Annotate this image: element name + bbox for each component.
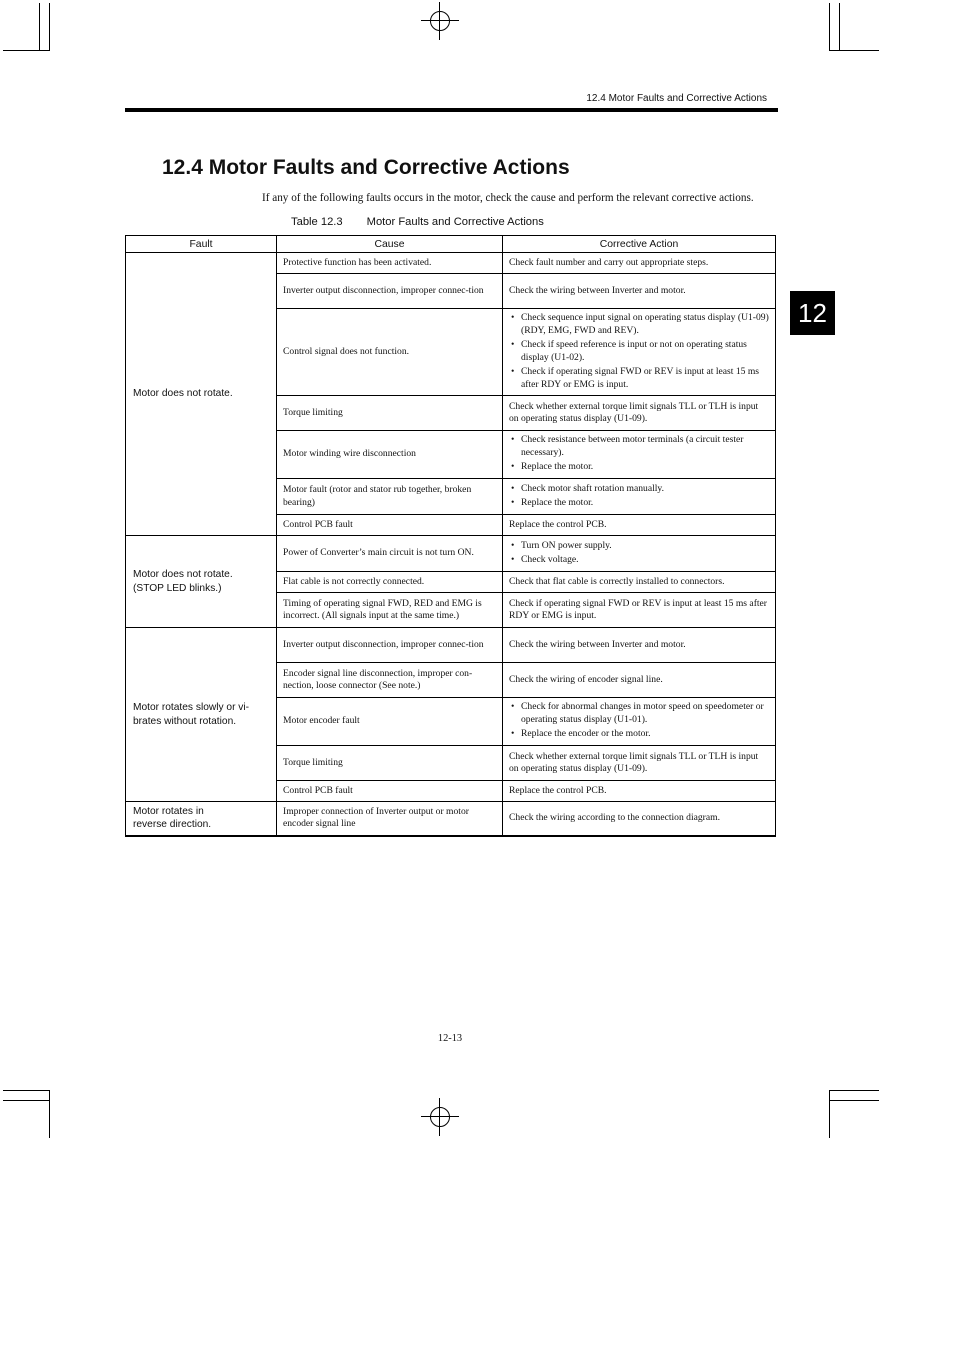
table-caption-title: Motor Faults and Corrective Actions (366, 216, 544, 228)
fault-label: reverse direction. (133, 819, 212, 831)
fault-label: (STOP LED blinks.) (133, 582, 222, 594)
action-bullet: • Replace the motor. (509, 497, 769, 510)
intro-paragraph: If any of the following faults occurs in the motor, check the cause and perform the relevant corrective actions. (262, 192, 754, 204)
action-bullet-list (509, 312, 769, 391)
cause-cell: Motor encoder fault (277, 698, 503, 746)
fault-cell (126, 253, 277, 536)
chapter-tab: 12 (790, 291, 835, 335)
action-cell (503, 536, 776, 572)
fault-label: Motor does not rotate. (133, 388, 233, 400)
cause-cell: Motor fault (rotor and stator rub together, broken bearing) (277, 479, 503, 515)
cause-cell: Torque limiting (277, 746, 503, 781)
action-bullet: • Check motor shaft rotation manually. (509, 483, 769, 496)
cause-cell: Timing of operating signal FWD, RED and EMG is incorrect. (All signals input at the same time.) (277, 593, 503, 628)
action-cell (503, 431, 776, 479)
table-caption (291, 216, 544, 228)
action-bullet-list (509, 701, 769, 741)
action-cell: Check that flat cable is correctly installed to connectors. (503, 572, 776, 593)
cause-cell: Motor winding wire disconnection (277, 431, 503, 479)
action-cell: Replace the control PCB. (503, 781, 776, 802)
table-header-row (126, 236, 776, 253)
faults-table (125, 235, 776, 837)
fault-cell (126, 536, 277, 628)
action-cell: Replace the control PCB. (503, 515, 776, 536)
cause-cell: Power of Converter’s main circuit is not turn ON. (277, 536, 503, 572)
cause-cell: Improper connection of Inverter output or motor encoder signal line (277, 802, 503, 836)
page-title: 12.4 Motor Faults and Corrective Actions (162, 156, 570, 179)
fault-label: Motor does not rotate. (133, 569, 233, 580)
action-bullet: • Check sequence input signal on operating status display (U1-09) (RDY, EMG, FWD and REV). (509, 312, 769, 337)
cause-cell: Inverter output disconnection, improper connec-tion (277, 628, 503, 663)
action-cell: Check fault number and carry out appropriate steps. (503, 253, 776, 274)
action-bullet: • Check resistance between motor terminals (a circuit tester necessary). (509, 434, 769, 459)
action-cell: Check whether external torque limit signals TLL or TLH is input on operating status display (U1-09). (503, 746, 776, 781)
page-number: 12-13 (437, 1033, 463, 1044)
table-row (126, 628, 776, 663)
action-cell: Check the wiring between Inverter and motor. (503, 274, 776, 309)
cause-cell: Inverter output disconnection, improper connec-tion (277, 274, 503, 309)
action-bullet: • Turn ON power supply. (509, 540, 769, 553)
running-head: 12.4 Motor Faults and Corrective Actions (586, 93, 767, 104)
header-corrective-action: Corrective Action (503, 236, 776, 253)
action-bullet: • Check if operating signal FWD or REV is input at least 15 ms after RDY or EMG is input. (509, 366, 769, 391)
cause-cell: Flat cable is not correctly connected. (277, 572, 503, 593)
header-fault: Fault (126, 236, 277, 253)
action-cell: Check whether external torque limit signals TLL or TLH is input on operating status display (U1-09). (503, 396, 776, 431)
table-row (126, 802, 776, 836)
action-cell: Check the wiring between Inverter and motor. (503, 628, 776, 663)
action-bullet: • Replace the motor. (509, 461, 769, 474)
fault-label: Motor rotates in (133, 805, 204, 817)
fault-label: Motor rotates slowly or vi-brates without rotation. (133, 702, 250, 727)
action-bullet: • Check voltage. (509, 554, 769, 567)
action-cell: Check if operating signal FWD or REV is input at least 15 ms after RDY or EMG is input. (503, 593, 776, 628)
cause-cell: Protective function has been activated. (277, 253, 503, 274)
action-bullet-list (509, 434, 769, 474)
action-cell: Check the wiring of encoder signal line. (503, 663, 776, 698)
cause-cell: Torque limiting (277, 396, 503, 431)
header-rule (125, 108, 778, 112)
table-caption-number: Table 12.3 (291, 216, 343, 228)
action-bullet-list (509, 540, 769, 567)
cause-cell: Control signal does not function. (277, 309, 503, 396)
action-bullet: • Check if speed reference is input or not on operating status display (U1-02). (509, 339, 769, 364)
action-cell (503, 698, 776, 746)
action-bullet-list (509, 483, 769, 510)
action-cell: Check the wiring according to the connection diagram. (503, 802, 776, 836)
action-cell (503, 479, 776, 515)
fault-cell (126, 628, 277, 802)
cause-cell: Encoder signal line disconnection, improper con-nection, loose connector (See note.) (277, 663, 503, 698)
table-row (126, 536, 776, 572)
fault-cell (126, 802, 277, 836)
cause-cell: Control PCB fault (277, 781, 503, 802)
action-cell (503, 309, 776, 396)
table-row (126, 253, 776, 274)
action-bullet: • Check for abnormal changes in motor speed on speedometer or operating status display (U1-01). (509, 701, 769, 726)
action-bullet: • Replace the encoder or the motor. (509, 728, 769, 741)
header-cause: Cause (277, 236, 503, 253)
cause-cell: Control PCB fault (277, 515, 503, 536)
